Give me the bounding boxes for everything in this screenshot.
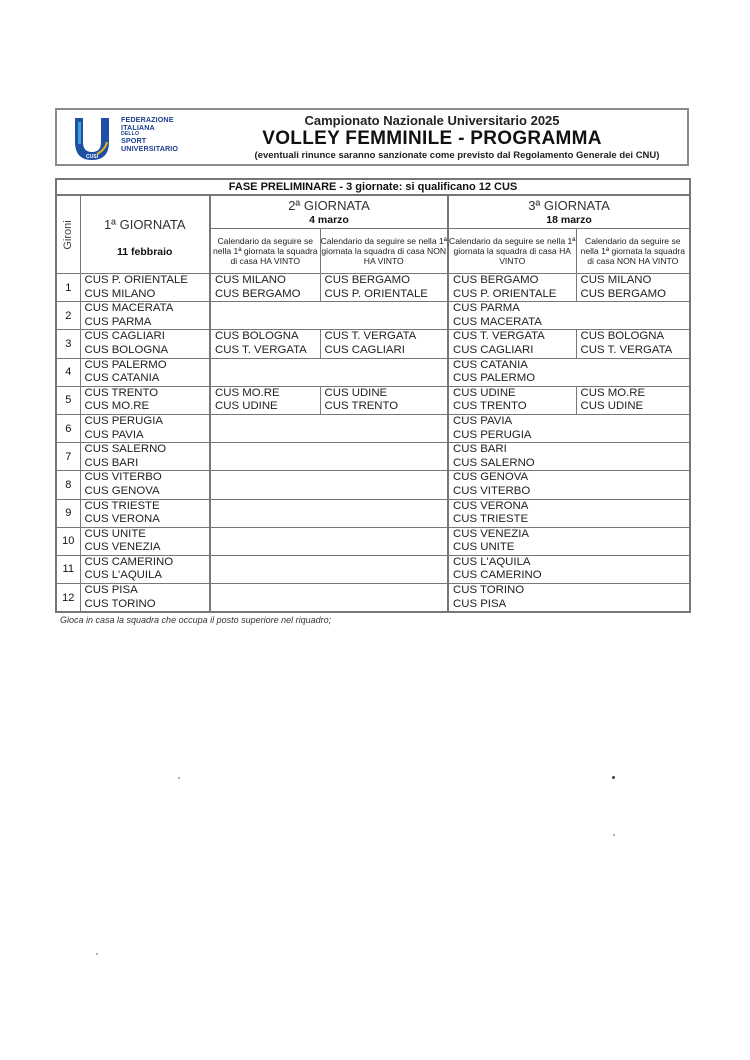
away-team: CUS CATANIA <box>84 372 160 385</box>
match-cell <box>576 274 690 302</box>
home-team: CUS L'AQUILA <box>453 555 531 568</box>
program-title: VOLLEY FEMMINILE - PROGRAMMA <box>262 128 602 149</box>
home-team: CUS MILANO <box>580 274 652 286</box>
away-team: CUS TRIESTE <box>453 513 529 526</box>
match-cell <box>80 330 210 358</box>
match-cell <box>80 499 210 527</box>
away-team: CUS MO.RE <box>84 400 150 413</box>
logo-badge: CUSI <box>86 154 98 160</box>
gironi-header <box>56 195 80 274</box>
group-number: 4 <box>56 358 80 386</box>
home-team: CUS BOLOGNA <box>580 330 665 343</box>
group-row <box>56 443 690 471</box>
match-cell <box>448 414 690 442</box>
empty-round2-cell <box>210 471 448 499</box>
empty-round2-cell <box>210 555 448 583</box>
round3-header <box>448 195 690 229</box>
away-team: CUS BARI <box>84 456 139 469</box>
away-team: CUS GENOVA <box>84 484 160 497</box>
away-team: CUS BOLOGNA <box>84 343 169 356</box>
group-number: 9 <box>56 499 80 527</box>
home-team: CUS TRENTO <box>84 386 159 399</box>
match-cell <box>80 443 210 471</box>
championship-title: Campionato Nazionale Universitario 2025 <box>304 113 560 128</box>
group-row <box>56 358 690 386</box>
match-cell <box>80 471 210 499</box>
match-cell <box>80 414 210 442</box>
match-cell <box>320 386 448 414</box>
match-cell <box>576 386 690 414</box>
match-cell <box>448 274 576 302</box>
away-team: CUS TRENTO <box>453 400 527 413</box>
match-cell <box>448 584 690 613</box>
group-row <box>56 330 690 358</box>
scan-speck <box>96 953 98 955</box>
round2-won-condition: Calendario da seguire se nella 1ª giornata la squadra di casa HA VINTO <box>210 229 320 274</box>
empty-round2-cell <box>210 443 448 471</box>
empty-round2-cell <box>210 527 448 555</box>
group-number: 3 <box>56 330 80 358</box>
round3-name: 3ª GIORNATA <box>528 198 610 213</box>
group-row <box>56 386 690 414</box>
home-team: CUS PALERMO <box>84 358 167 371</box>
match-cell <box>80 584 210 613</box>
match-cell <box>210 274 320 302</box>
empty-round2-cell <box>210 414 448 442</box>
group-number: 10 <box>56 527 80 555</box>
home-team: CUS PARMA <box>453 302 520 315</box>
away-team: CUS UNITE <box>453 541 515 554</box>
match-cell <box>210 386 320 414</box>
home-team: CUS CAMERINO <box>84 555 174 568</box>
away-team: CUS BERGAMO <box>215 287 301 300</box>
match-cell <box>448 386 576 414</box>
empty-round2-cell <box>210 584 448 613</box>
away-team: CUS T. VERGATA <box>580 343 673 356</box>
away-team: CUS P. ORIENTALE <box>324 287 428 300</box>
home-team: CUS BARI <box>453 443 507 456</box>
home-team: CUS P. ORIENTALE <box>84 274 188 286</box>
away-team: CUS SALERNO <box>453 456 535 469</box>
round2-date: 4 marzo <box>309 214 349 226</box>
group-row <box>56 499 690 527</box>
match-cell <box>448 302 690 330</box>
away-team: CUS UDINE <box>215 400 278 413</box>
phase-title: FASE PRELIMINARE - 3 giornate: si qualificano 12 CUS <box>56 179 690 195</box>
round1-header <box>80 195 210 274</box>
away-team: CUS PAVIA <box>84 428 144 441</box>
away-team: CUS PARMA <box>84 315 152 328</box>
match-cell <box>448 443 690 471</box>
match-cell <box>80 527 210 555</box>
home-team: CUS MO.RE <box>215 386 280 399</box>
away-team: CUS CAGLIARI <box>453 343 534 356</box>
match-cell <box>80 274 210 302</box>
home-team: CUS UDINE <box>453 386 516 399</box>
away-team: CUS VENEZIA <box>84 541 161 554</box>
footnote: Gioca in casa la squadra che occupa il posto superiore nel riquadro; <box>60 615 332 625</box>
away-team: CUS TRENTO <box>324 400 399 413</box>
gironi-label: Gironi <box>62 219 75 250</box>
group-number: 5 <box>56 386 80 414</box>
round3-date: 18 marzo <box>546 214 592 226</box>
away-team: CUS L'AQUILA <box>84 569 163 582</box>
home-team: CUS PAVIA <box>453 414 513 427</box>
group-number: 11 <box>56 555 80 583</box>
match-cell <box>448 330 576 358</box>
group-number: 1 <box>56 274 80 302</box>
group-row <box>56 584 690 613</box>
group-row <box>56 274 690 302</box>
match-cell <box>80 555 210 583</box>
away-team: CUS PISA <box>453 597 507 610</box>
scan-speck <box>178 777 180 779</box>
match-cell <box>576 330 690 358</box>
home-team: CUS VENEZIA <box>453 527 529 540</box>
away-team: CUS TORINO <box>84 597 156 610</box>
home-team: CUS BERGAMO <box>453 274 539 286</box>
empty-round2-cell <box>210 499 448 527</box>
home-team: CUS MILANO <box>215 274 286 286</box>
document-header <box>55 108 689 166</box>
home-team: CUS GENOVA <box>453 471 529 484</box>
round2-not-won-condition: Calendario da seguire se nella 1ª giornata la squadra di casa NON HA VINTO <box>320 229 448 274</box>
match-cell <box>80 386 210 414</box>
schedule-table <box>55 178 691 613</box>
logo-wordmark: FEDERAZIONE ITALIANA DELLO SPORT UNIVERSITARIO <box>121 115 179 153</box>
home-team: CUS CATANIA <box>453 358 528 371</box>
group-number: 6 <box>56 414 80 442</box>
round2-name: 2ª GIORNATA <box>288 198 370 213</box>
group-row <box>56 414 690 442</box>
home-team: CUS PERUGIA <box>84 414 163 427</box>
home-team: CUS T. VERGATA <box>453 330 545 343</box>
home-team: CUS BERGAMO <box>324 274 410 286</box>
group-number: 12 <box>56 584 80 613</box>
home-team: CUS TORINO <box>453 584 525 597</box>
away-team: CUS PALERMO <box>453 372 536 385</box>
away-team: CUS BERGAMO <box>580 287 666 300</box>
round3-not-won-condition: Calendario da seguire se nella 1ª giornata la squadra di casa NON HA VINTO <box>576 229 690 274</box>
round1-date: 11 febbraio <box>117 246 173 258</box>
away-team: CUS MACERATA <box>453 315 542 328</box>
group-number: 2 <box>56 302 80 330</box>
group-number: 7 <box>56 443 80 471</box>
home-team: CUS VITERBO <box>84 471 162 484</box>
away-team: CUS UDINE <box>580 400 644 413</box>
away-team: CUS VITERBO <box>453 484 531 497</box>
home-team: CUS CAGLIARI <box>84 330 165 343</box>
group-row <box>56 527 690 555</box>
sanctions-note: (eventuali rinunce saranno sanzionate come previsto dal Regolamento Generale dei CNU) <box>254 150 660 161</box>
round1-name: 1ª GIORNATA <box>103 217 186 232</box>
match-cell <box>80 302 210 330</box>
group-row <box>56 302 690 330</box>
match-cell <box>448 358 690 386</box>
match-cell <box>448 527 690 555</box>
round3-won-condition: Calendario da seguire se nella 1ª giornata la squadra di casa HA VINTO <box>448 229 576 274</box>
match-cell <box>448 555 690 583</box>
home-team: CUS MACERATA <box>84 302 174 315</box>
match-cell <box>80 358 210 386</box>
away-team: CUS P. ORIENTALE <box>453 287 557 300</box>
away-team: CUS PERUGIA <box>453 428 532 441</box>
home-team: CUS MO.RE <box>580 386 646 399</box>
group-row <box>56 555 690 583</box>
away-team: CUS CAGLIARI <box>324 343 405 356</box>
away-team: CUS VERONA <box>84 513 160 526</box>
round2-header <box>210 195 448 229</box>
match-cell <box>320 330 448 358</box>
home-team: CUS SALERNO <box>84 443 167 456</box>
match-cell <box>320 274 448 302</box>
home-team: CUS UDINE <box>324 386 388 399</box>
scan-speck <box>612 776 615 779</box>
home-team: CUS PISA <box>84 584 138 597</box>
away-team: CUS T. VERGATA <box>215 343 307 356</box>
match-cell <box>210 330 320 358</box>
phase-row <box>56 179 690 195</box>
round-title-row <box>56 195 690 229</box>
away-team: CUS MILANO <box>84 287 156 300</box>
group-number: 8 <box>56 471 80 499</box>
home-team: CUS UNITE <box>84 527 146 540</box>
empty-round2-cell <box>210 302 448 330</box>
match-cell <box>448 471 690 499</box>
match-cell <box>448 499 690 527</box>
away-team: CUS CAMERINO <box>453 569 542 582</box>
home-team: CUS VERONA <box>453 499 529 512</box>
group-row <box>56 471 690 499</box>
home-team: CUS BOLOGNA <box>215 330 299 343</box>
scan-speck <box>613 834 615 836</box>
empty-round2-cell <box>210 358 448 386</box>
home-team: CUS T. VERGATA <box>324 330 417 343</box>
home-team: CUS TRIESTE <box>84 499 160 512</box>
